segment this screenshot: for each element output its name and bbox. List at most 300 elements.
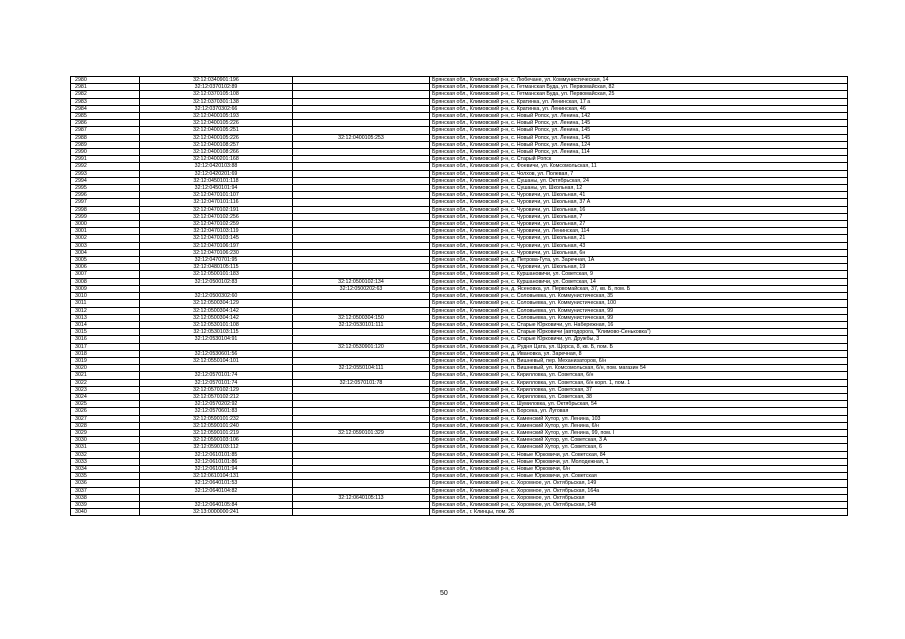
row-number-cell: 2995: [71, 185, 140, 192]
registry-table: [70, 76, 848, 516]
address-cell: Брянская обл., Климовский р-н, с. Старые Юрковичи, ул. Дружбы, 3: [430, 336, 848, 343]
cadastral-number-cell: 32:12:0500304:129: [140, 300, 293, 307]
row-number-cell: 3038: [71, 494, 140, 501]
row-number-cell: 2981: [71, 84, 140, 91]
address-cell: Брянская обл., Климовский р-н, с. Куршановичи, ул. Советская, 9: [430, 271, 848, 278]
row-number-cell: 3026: [71, 408, 140, 415]
related-cadastral-number-cell: [293, 170, 430, 177]
cadastral-number-cell: 32:12:0570202:92: [140, 401, 293, 408]
cadastral-number-cell: 32:12:0550104:101: [140, 357, 293, 364]
related-cadastral-number-cell: 32:12:0400105:253: [293, 134, 430, 141]
cadastral-number-cell: [140, 343, 293, 350]
cadastral-number-cell: 32:12:0610104:131: [140, 473, 293, 480]
table-row: [71, 357, 848, 364]
related-cadastral-number-cell: [293, 451, 430, 458]
related-cadastral-number-cell: [293, 293, 430, 300]
related-cadastral-number-cell: [293, 336, 430, 343]
row-number-cell: 3015: [71, 329, 140, 336]
address-cell: Брянская обл., Климовский р-н, с. Соловьевка, ул. Коммунистическая, 100: [430, 300, 848, 307]
cadastral-number-cell: 32:12:0590103:106: [140, 437, 293, 444]
table-row: [71, 170, 848, 177]
table-row: [71, 314, 848, 321]
row-number-cell: 3035: [71, 473, 140, 480]
related-cadastral-number-cell: [293, 127, 430, 134]
table-row: [71, 480, 848, 487]
address-cell: Брянская обл., Климовский р-н, с. Шумиловка, ул. Октябрьская, 54: [430, 401, 848, 408]
related-cadastral-number-cell: 32:12:0570101:78: [293, 379, 430, 386]
table-row: [71, 127, 848, 134]
address-cell: Брянская обл., Климовский р-н, с. Новый Ропск, ул. Ленина, 142: [430, 113, 848, 120]
address-cell: Брянская обл., Климовский р-н, с. Каменский Хутор, ул. Ленина, 99, пом. I: [430, 429, 848, 436]
address-cell: Брянская обл., Климовский р-н, с. Каменский Хутор, ул. Ленина, 103: [430, 415, 848, 422]
related-cadastral-number-cell: [293, 307, 430, 314]
related-cadastral-number-cell: 32:12:0640105:113: [293, 494, 430, 501]
address-cell: Брянская обл., Климовский р-н, п. Борсека, ул. Луговая: [430, 408, 848, 415]
address-cell: Брянская обл., Климовский р-н, с. Чуровичи, ул. Ленинская, 114: [430, 228, 848, 235]
cadastral-number-cell: 32:12:0500302:60: [140, 293, 293, 300]
cadastral-number-cell: 32:12:0420103:88: [140, 163, 293, 170]
table-row: [71, 134, 848, 141]
cadastral-number-cell: 32:12:0570101:74: [140, 372, 293, 379]
cadastral-number-cell: 32:12:0530104:91: [140, 336, 293, 343]
cadastral-number-cell: 32:12:0340901:196: [140, 77, 293, 84]
related-cadastral-number-cell: [293, 242, 430, 249]
cadastral-number-cell: 32:12:0590101:240: [140, 422, 293, 429]
address-cell: Брянская обл., Климовский р-н, с. Хоромное, ул. Октябрьская: [430, 494, 848, 501]
address-cell: Брянская обл., Климовский р-н, с. Соловьевка, ул. Коммунистическая, 99: [430, 307, 848, 314]
address-cell: Брянская обл., Климовский р-н, с. Новые Юрковичи, 6/н: [430, 465, 848, 472]
page-number: 50: [440, 590, 448, 597]
address-cell: Брянская обл., Климовский р-н, с. Чуровичи, ул. Школьная, 21: [430, 235, 848, 242]
cadastral-number-cell: 32:12:0610101:85: [140, 451, 293, 458]
address-cell: Брянская обл., Климовский р-н, д. Ясеновка, ул. Первомайская, 37, кв. Б, пом. Б: [430, 285, 848, 292]
cadastral-number-cell: 32:12:0450101:94: [140, 185, 293, 192]
related-cadastral-number-cell: [293, 487, 430, 494]
cadastral-number-cell: 32:12:0470102:259: [140, 221, 293, 228]
related-cadastral-number-cell: [293, 444, 430, 451]
row-number-cell: 2999: [71, 213, 140, 220]
table-row: [71, 156, 848, 163]
row-number-cell: 3013: [71, 314, 140, 321]
address-cell: Брянская обл., Климовский р-н, д. Петрова-Гута, ул. Заречная, 1А: [430, 257, 848, 264]
table-row: [71, 249, 848, 256]
address-cell: Брянская обл., Климовский р-н, с. Кирилловка, ул. Советская, 6/н корп. 1, пом. 1: [430, 379, 848, 386]
related-cadastral-number-cell: 32:12:0550104:111: [293, 365, 430, 372]
row-number-cell: 3018: [71, 350, 140, 357]
address-cell: Брянская обл., Климовский р-н, с. Новый Ропск, ул. Ленина, 124: [430, 141, 848, 148]
row-number-cell: 3040: [71, 509, 140, 516]
related-cadastral-number-cell: 32:12:0530901:120: [293, 343, 430, 350]
row-number-cell: 2983: [71, 98, 140, 105]
address-cell: Брянская обл., Климовский р-н, с. Сушаны, ул. Школьная, 12: [430, 185, 848, 192]
address-cell: Брянская обл., Климовский р-н, с. Старый Ропск: [430, 156, 848, 163]
cadastral-number-cell: 32:12:0590101:219: [140, 429, 293, 436]
cadastral-number-cell: [140, 285, 293, 292]
row-number-cell: 3000: [71, 221, 140, 228]
cadastral-number-cell: [140, 365, 293, 372]
table-row: [71, 429, 848, 436]
table-row: [71, 141, 848, 148]
related-cadastral-number-cell: [293, 422, 430, 429]
table-row: [71, 393, 848, 400]
related-cadastral-number-cell: [293, 206, 430, 213]
row-number-cell: 2987: [71, 127, 140, 134]
table-row: [71, 257, 848, 264]
table-row: [71, 228, 848, 235]
table-row: [71, 192, 848, 199]
address-cell: Брянская обл., Климовский р-н, с. Кирилловка, ул. Советская, 38: [430, 393, 848, 400]
cadastral-number-cell: 32:12:0640105:84: [140, 501, 293, 508]
related-cadastral-number-cell: [293, 357, 430, 364]
address-cell: Брянская обл., Климовский р-н, с. Новые Юрковичи, ул. Молодежная, 1: [430, 458, 848, 465]
table-row: [71, 336, 848, 343]
address-cell: Брянская обл., Климовский р-н, с. Хоромное, ул. Октябрьская, 148: [430, 501, 848, 508]
related-cadastral-number-cell: 32:12:0500102:134: [293, 278, 430, 285]
row-number-cell: 3003: [71, 242, 140, 249]
cadastral-number-cell: 32:12:0480105:115: [140, 264, 293, 271]
related-cadastral-number-cell: 32:12:0590101:329: [293, 429, 430, 436]
table-body: [71, 77, 848, 516]
row-number-cell: 3019: [71, 357, 140, 364]
related-cadastral-number-cell: [293, 408, 430, 415]
row-number-cell: 3004: [71, 249, 140, 256]
related-cadastral-number-cell: [293, 509, 430, 516]
row-number-cell: 3023: [71, 386, 140, 393]
address-cell: Брянская обл., Климовский р-н, с. Соловьевка, ул. Коммунистическая, 35: [430, 293, 848, 300]
row-number-cell: 3009: [71, 285, 140, 292]
table-row: [71, 149, 848, 156]
row-number-cell: 3029: [71, 429, 140, 436]
address-cell: Брянская обл., Климовский р-н, с. Новые Юрковичи, ул. Советская, 84: [430, 451, 848, 458]
table-row: [71, 458, 848, 465]
row-number-cell: 2994: [71, 177, 140, 184]
address-cell: Брянская обл., Климовский р-н, с. Чуровичи, ул. Школьная, 37 А: [430, 199, 848, 206]
row-number-cell: 2990: [71, 149, 140, 156]
table-row: [71, 487, 848, 494]
cadastral-number-cell: 32:12:0470102:191: [140, 206, 293, 213]
related-cadastral-number-cell: [293, 199, 430, 206]
address-cell: Брянская обл., Климовский р-н, с. Новый Ропск, ул. Ленина, 145: [430, 134, 848, 141]
row-number-cell: 3005: [71, 257, 140, 264]
row-number-cell: 2980: [71, 77, 140, 84]
address-cell: Брянская обл., Климовский р-н, с. Новые Юрковичи, ул. Советская: [430, 473, 848, 480]
table-row: [71, 91, 848, 98]
row-number-cell: 3024: [71, 393, 140, 400]
address-cell: Брянская обл., Климовский р-н, п. Вишневый, пер. Механизаторов, 6/н: [430, 357, 848, 364]
address-cell: Брянская обл., Климовский р-н, с. Чуровичи, ул. Школьная, 43: [430, 242, 848, 249]
cadastral-number-cell: 32:12:0500102:83: [140, 278, 293, 285]
row-number-cell: 2992: [71, 163, 140, 170]
related-cadastral-number-cell: [293, 401, 430, 408]
cadastral-number-cell: 32:12:0370105:108: [140, 91, 293, 98]
row-number-cell: 3037: [71, 487, 140, 494]
address-cell: Брянская обл., Климовский р-н, с. Новый Ропск, ул. Ленина, 114: [430, 149, 848, 156]
cadastral-number-cell: 32:12:0570102:129: [140, 386, 293, 393]
address-cell: Брянская обл., Климовский р-н, д. Рудня Цата, ул. Щорса, 8, кв. Б, пом. Б: [430, 343, 848, 350]
related-cadastral-number-cell: [293, 437, 430, 444]
table-row: [71, 213, 848, 220]
address-cell: Брянская обл., Климовский р-н, с. Кирилловка, ул. Советская, 6/н: [430, 372, 848, 379]
table-row: [71, 177, 848, 184]
cadastral-number-cell: 32:12:0590103:112: [140, 444, 293, 451]
cadastral-number-cell: 32:12:0470106:230: [140, 249, 293, 256]
cadastral-number-cell: 32:12:0370302:66: [140, 105, 293, 112]
table-row: [71, 494, 848, 501]
cadastral-number-cell: 32:12:0570102:212: [140, 393, 293, 400]
address-cell: Брянская обл., Климовский р-н, с. Чуровичи, ул. Школьная, 7: [430, 213, 848, 220]
address-cell: Брянская обл., Климовский р-н, с. Гетманская Буда, ул. Первомайская, 82: [430, 84, 848, 91]
cadastral-number-cell: 32:12:0400201:168: [140, 156, 293, 163]
table-row: [71, 77, 848, 84]
table-row: [71, 105, 848, 112]
related-cadastral-number-cell: [293, 350, 430, 357]
related-cadastral-number-cell: [293, 185, 430, 192]
row-number-cell: 3020: [71, 365, 140, 372]
related-cadastral-number-cell: [293, 235, 430, 242]
related-cadastral-number-cell: [293, 329, 430, 336]
cadastral-number-cell: 32:12:0450101:118: [140, 177, 293, 184]
cadastral-number-cell: 32:12:0500304:142: [140, 314, 293, 321]
table-row: [71, 365, 848, 372]
cadastral-number-cell: [140, 494, 293, 501]
address-cell: Брянская обл., Климовский р-н, с. Кратинка, ул. Ленинская, 17 а: [430, 98, 848, 105]
cadastral-number-cell: 32:12:0470101:116: [140, 199, 293, 206]
row-number-cell: 3016: [71, 336, 140, 343]
address-cell: Брянская обл., Климовский р-н, с. Куршановичи, ул. Советская, 14: [430, 278, 848, 285]
related-cadastral-number-cell: 32:12:0530101:111: [293, 321, 430, 328]
row-number-cell: 3030: [71, 437, 140, 444]
table-row: [71, 98, 848, 105]
table-row: [71, 343, 848, 350]
table-row: [71, 307, 848, 314]
related-cadastral-number-cell: [293, 257, 430, 264]
row-number-cell: 2984: [71, 105, 140, 112]
row-number-cell: 3002: [71, 235, 140, 242]
address-cell: Брянская обл., Климовский р-н, с. Хоромное, ул. Октябрьская, 164а: [430, 487, 848, 494]
table-row: [71, 285, 848, 292]
row-number-cell: 2989: [71, 141, 140, 148]
cadastral-number-cell: 32:12:0400108:257: [140, 141, 293, 148]
table-row: [71, 451, 848, 458]
row-number-cell: 2982: [71, 91, 140, 98]
related-cadastral-number-cell: [293, 98, 430, 105]
table-row: [71, 206, 848, 213]
table-row: [71, 163, 848, 170]
row-number-cell: 2993: [71, 170, 140, 177]
row-number-cell: 3033: [71, 458, 140, 465]
table-row: [71, 120, 848, 127]
row-number-cell: 3006: [71, 264, 140, 271]
row-number-cell: 2985: [71, 113, 140, 120]
related-cadastral-number-cell: [293, 149, 430, 156]
table-row: [71, 242, 848, 249]
row-number-cell: 3014: [71, 321, 140, 328]
cadastral-number-cell: 32:12:0530103:115: [140, 329, 293, 336]
address-cell: Брянская обл., Климовский р-н, с. Чолхов, ул. Полевая, 7: [430, 170, 848, 177]
cadastral-number-cell: 32:12:0370301:138: [140, 98, 293, 105]
address-cell: Брянская обл., г. Клинцы, пом. 26: [430, 509, 848, 516]
row-number-cell: 3028: [71, 422, 140, 429]
table-row: [71, 444, 848, 451]
table-row: [71, 235, 848, 242]
related-cadastral-number-cell: [293, 458, 430, 465]
row-number-cell: 2986: [71, 120, 140, 127]
cadastral-number-cell: 32:12:0530601:56: [140, 350, 293, 357]
table-row: [71, 221, 848, 228]
cadastral-number-cell: 32:12:0530101:108: [140, 321, 293, 328]
row-number-cell: 2998: [71, 206, 140, 213]
table-row: [71, 386, 848, 393]
cadastral-number-cell: 32:12:0640101:53: [140, 480, 293, 487]
table-row: [71, 329, 848, 336]
cadastral-number-cell: 32:12:0420201:69: [140, 170, 293, 177]
cadastral-number-cell: 32:12:0500101:183: [140, 271, 293, 278]
table-row: [71, 408, 848, 415]
row-number-cell: 3036: [71, 480, 140, 487]
cadastral-number-cell: 32:12:0470103:145: [140, 235, 293, 242]
address-cell: Брянская обл., Климовский р-н, с. Фоевичи, ул. Комсомольская, 11: [430, 163, 848, 170]
row-number-cell: 3027: [71, 415, 140, 422]
address-cell: Брянская обл., Климовский р-н, с. Каменский Хутор, ул. Советская, 3 А: [430, 437, 848, 444]
table-row: [71, 350, 848, 357]
address-cell: Брянская обл., Климовский р-н, с. Чуровичи, ул. Школьная, 6н: [430, 249, 848, 256]
table-row: [71, 401, 848, 408]
related-cadastral-number-cell: [293, 249, 430, 256]
address-cell: Брянская обл., Климовский р-н, с. Каменский Хутор, ул. Советская, 6: [430, 444, 848, 451]
row-number-cell: 2991: [71, 156, 140, 163]
row-number-cell: 3021: [71, 372, 140, 379]
cadastral-number-cell: 32:12:0470101:107: [140, 192, 293, 199]
address-cell: Брянская обл., Климовский р-н, с. Чуровичи, ул. Школьная, 19: [430, 264, 848, 271]
related-cadastral-number-cell: [293, 141, 430, 148]
cadastral-number-cell: 32:12:0500304:142: [140, 307, 293, 314]
address-cell: Брянская обл., Климовский р-н, с. Новый Ропск, ул. Ленина, 145: [430, 120, 848, 127]
cadastral-number-cell: 32:12:0570601:83: [140, 408, 293, 415]
related-cadastral-number-cell: [293, 105, 430, 112]
related-cadastral-number-cell: [293, 473, 430, 480]
related-cadastral-number-cell: [293, 213, 430, 220]
related-cadastral-number-cell: [293, 228, 430, 235]
table-row: [71, 300, 848, 307]
row-number-cell: 3007: [71, 271, 140, 278]
related-cadastral-number-cell: [293, 501, 430, 508]
address-cell: Брянская обл., Климовский р-н, с. Соловьевка, ул. Коммунистическая, 99: [430, 314, 848, 321]
related-cadastral-number-cell: [293, 465, 430, 472]
related-cadastral-number-cell: [293, 120, 430, 127]
related-cadastral-number-cell: [293, 271, 430, 278]
table-row: [71, 372, 848, 379]
table-row: [71, 321, 848, 328]
address-cell: Брянская обл., Климовский р-н, с. Чуровичи, ул. Школьная, 27: [430, 221, 848, 228]
table-row: [71, 113, 848, 120]
address-cell: Брянская обл., Климовский р-н, с. Сушаны, ул. Октябрьская, 24: [430, 177, 848, 184]
related-cadastral-number-cell: [293, 163, 430, 170]
cadastral-number-cell: 32:12:0570101:74: [140, 379, 293, 386]
cadastral-number-cell: 32:12:0400105:226: [140, 134, 293, 141]
cadastral-number-cell: 32:12:0400105:251: [140, 127, 293, 134]
related-cadastral-number-cell: [293, 113, 430, 120]
table-row: [71, 271, 848, 278]
address-cell: Брянская обл., Климовский р-н, с. Старые Юрковичи (автодорога, "Климово-Сеньковка"): [430, 329, 848, 336]
related-cadastral-number-cell: [293, 91, 430, 98]
cadastral-number-cell: 32:12:0590101:232: [140, 415, 293, 422]
cadastral-number-cell: 32:12:0470106:197: [140, 242, 293, 249]
table-row: [71, 501, 848, 508]
table-row: [71, 509, 848, 516]
table-row: [71, 415, 848, 422]
cadastral-number-cell: 32:12:0470102:256: [140, 213, 293, 220]
cadastral-number-cell: 32:12:0400108:266: [140, 149, 293, 156]
table-row: [71, 185, 848, 192]
related-cadastral-number-cell: [293, 192, 430, 199]
row-number-cell: 3008: [71, 278, 140, 285]
related-cadastral-number-cell: [293, 177, 430, 184]
related-cadastral-number-cell: [293, 480, 430, 487]
table-row: [71, 465, 848, 472]
related-cadastral-number-cell: 32:12:0500304:150: [293, 314, 430, 321]
address-cell: Брянская обл., Климовский р-н, с. Чуровичи, ул. Школьная, 41: [430, 192, 848, 199]
row-number-cell: 3017: [71, 343, 140, 350]
row-number-cell: 3011: [71, 300, 140, 307]
cadastral-number-cell: 32:12:0400105:193: [140, 113, 293, 120]
address-cell: Брянская обл., Климовский р-н, с. Новый Ропск, ул. Ленина, 145: [430, 127, 848, 134]
row-number-cell: 3001: [71, 228, 140, 235]
row-number-cell: 3022: [71, 379, 140, 386]
address-cell: Брянская обл., Климовский р-н, с. Кирилловка, ул. Советская, 37: [430, 386, 848, 393]
related-cadastral-number-cell: [293, 156, 430, 163]
address-cell: Брянская обл., Климовский р-н, с. Каменский Хутор, ул. Ленина, 6/н: [430, 422, 848, 429]
row-number-cell: 3031: [71, 444, 140, 451]
related-cadastral-number-cell: 32:12:0500202:63: [293, 285, 430, 292]
cadastral-number-cell: 32:12:0610101:94: [140, 465, 293, 472]
row-number-cell: 2988: [71, 134, 140, 141]
row-number-cell: 2996: [71, 192, 140, 199]
related-cadastral-number-cell: [293, 221, 430, 228]
table-row: [71, 422, 848, 429]
table-row: [71, 84, 848, 91]
table-row: [71, 379, 848, 386]
related-cadastral-number-cell: [293, 415, 430, 422]
table-row: [71, 293, 848, 300]
table-row: [71, 473, 848, 480]
related-cadastral-number-cell: [293, 77, 430, 84]
row-number-cell: 3039: [71, 501, 140, 508]
address-cell: Брянская обл., Климовский р-н, с. Кратинка, ул. Ленинская, 46: [430, 105, 848, 112]
cadastral-number-cell: 32:12:0470701:95: [140, 257, 293, 264]
address-cell: Брянская обл., Климовский р-н, д. Ивановка, ул. Заречная, 8: [430, 350, 848, 357]
cadastral-number-cell: 32:12:0640104:82: [140, 487, 293, 494]
row-number-cell: 3034: [71, 465, 140, 472]
cadastral-number-cell: 32:12:0370102:89: [140, 84, 293, 91]
address-cell: Брянская обл., Климовский р-н, с. Любечане, ул. Коммунистическая, 14: [430, 77, 848, 84]
related-cadastral-number-cell: [293, 84, 430, 91]
row-number-cell: 3032: [71, 451, 140, 458]
table-row: [71, 264, 848, 271]
address-cell: Брянская обл., Климовский р-н, с. Хоромное, ул. Октябрьская, 149: [430, 480, 848, 487]
table-row: [71, 278, 848, 285]
cadastral-number-cell: 32:12:0610101:86: [140, 458, 293, 465]
related-cadastral-number-cell: [293, 372, 430, 379]
table-row: [71, 437, 848, 444]
related-cadastral-number-cell: [293, 386, 430, 393]
address-cell: Брянская обл., Климовский р-н, с. Старые Юрковичи, ул. Набережная, 16: [430, 321, 848, 328]
related-cadastral-number-cell: [293, 264, 430, 271]
row-number-cell: 3010: [71, 293, 140, 300]
address-cell: Брянская обл., Климовский р-н, с. Чуровичи, ул. Школьная, 16: [430, 206, 848, 213]
address-cell: Брянская обл., Климовский р-н, п. Вишневый, ул. Комсомольская, 6/н, пом. магазин 54: [430, 365, 848, 372]
row-number-cell: 3025: [71, 401, 140, 408]
cadastral-number-cell: 32:12:0470103:119: [140, 228, 293, 235]
